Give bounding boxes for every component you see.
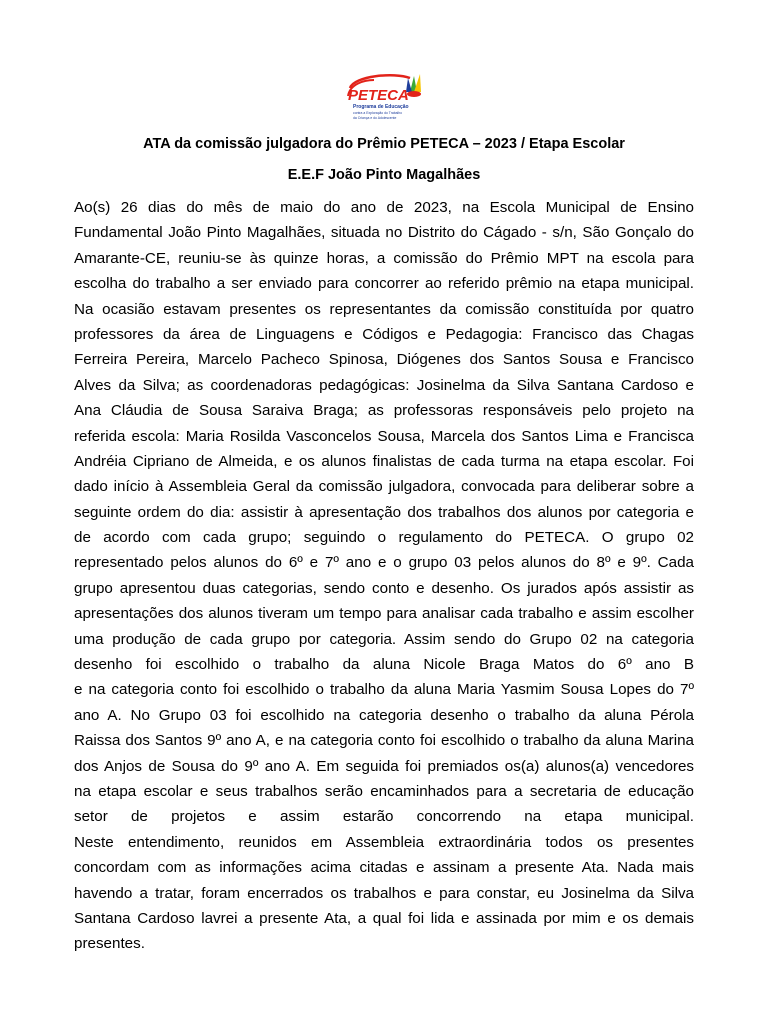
body-line: Ana Cláudia de Sousa Saraiva Braga; as professoras responsáveis pelo projeto na: [74, 402, 694, 420]
svg-text:contra a Exploração do Trabalh: contra a Exploração do Trabalho: [353, 111, 403, 115]
body-line: professores da área de Linguagens e Códigos e Pedagogia: Francisco das Chagas: [74, 325, 694, 343]
peteca-logo: [344, 70, 428, 126]
body-line: e na categoria conto foi escolhido o trabalho da aluna Maria Yasmim Sousa Lopes do 7º: [74, 681, 694, 699]
body-line: uma produção de cada grupo por categoria. Assim sendo do Grupo 02 na categoria: [74, 630, 694, 648]
body-line: escolha do trabalho a ser enviado para concorrer ao referido prêmio na etapa municipal.: [74, 275, 694, 293]
minutes-body: [74, 195, 694, 957]
body-line: Na ocasião estavam presentes os representantes da comissão constituída por quatro: [74, 300, 694, 318]
body-line: na etapa escolar e seus trabalhos serão encaminhados para a secretaria de educação: [74, 782, 694, 800]
body-line: dado início à Assembleia Geral da comissão julgadora, convocada para deliberar sobre a: [74, 478, 694, 496]
body-line: Andréia Cipriano de Almeida, e os alunos finalistas de cada turma na etapa escolar. Foi: [74, 452, 694, 470]
body-line: havendo a tratar, foram encerrados os trabalhos e para constar, eu Josinelma da Silva: [74, 884, 694, 902]
body-line: presentes.: [74, 935, 145, 953]
body-line: apresentações dos alunos tiveram um tempo para analisar cada trabalho e assim escolher: [74, 605, 694, 623]
body-line: desenho foi escolhido o trabalho da aluna Nicole Braga Matos do 6º ano B: [74, 656, 694, 674]
body-line: concordam com as informações acima citadas e assinam a presente Ata. Nada mais: [74, 859, 694, 877]
document-title: ATA da comissão julgadora do Prêmio PETECA – 2023 / Etapa Escolar: [143, 136, 625, 152]
svg-text:Programa de Educação: Programa de Educação: [353, 104, 409, 110]
body-line: Amarante-CE, reuniu-se às quinze horas, a comissão do Prêmio MPT na escola para: [74, 249, 694, 267]
body-line: grupo apresentou duas categorias, sendo conto e desenho. Os jurados após assistir as: [74, 579, 694, 597]
body-line: Neste entendimento, reunidos em Assembleia extraordinária todos os presentes: [74, 833, 694, 851]
body-line: Ferreira Pereira, Marcelo Pacheco Spinosa, Diógenes dos Santos Sousa e Francisco: [74, 351, 694, 369]
body-line: Raissa dos Santos 9º ano A, e na categoria conto foi escolhido o trabalho da aluna Marina: [74, 732, 694, 750]
body-line: Alves da Silva; as coordenadoras pedagógicas: Josinelma da Silva Santana Cardoso e: [74, 376, 694, 394]
school-name: E.E.F João Pinto Magalhães: [287, 167, 481, 183]
body-line: dos Anjos de Sousa do 9º ano A. Em seguida foi premiados os(a) alunos(a) vencedores: [74, 757, 694, 775]
body-line: setor de projetos e assim estarão concorrendo na etapa municipal.: [74, 808, 694, 826]
body-line: representado pelos alunos do 6º e 7º ano e o grupo 03 pelos alunos do 8º e 9º. Cada: [74, 554, 694, 572]
svg-text:PETECA: PETECA: [348, 87, 409, 104]
body-line: ano A. No Grupo 03 foi escolhido na categoria desenho o trabalho da aluna Pérola: [74, 706, 694, 724]
body-line: Ao(s) 26 dias do mês de maio do ano de 2023, na Escola Municipal de Ensino: [74, 199, 694, 216]
body-line: Fundamental João Pinto Magalhães, situada no Distrito do Cágado - s/n, São Gonçalo do: [74, 224, 694, 242]
peteca-logo-graphic: [344, 70, 428, 126]
svg-text:da Criança e do Adolescente: da Criança e do Adolescente: [353, 116, 397, 120]
body-line: seguinte ordem do dia: assistir à apresentação dos trabalhos dos alunos por categoria e: [74, 503, 694, 521]
body-line: Santana Cardoso lavrei a presente Ata, a qual foi lida e assinada por mim e os demais: [74, 909, 694, 927]
body-line: de acordo com cada grupo; seguindo o regulamento do PETECA. O grupo 02: [74, 529, 694, 547]
body-line: referida escola: Maria Rosilda Vasconcelos Sousa, Marcela dos Santos Lima e Francisca: [74, 427, 694, 445]
